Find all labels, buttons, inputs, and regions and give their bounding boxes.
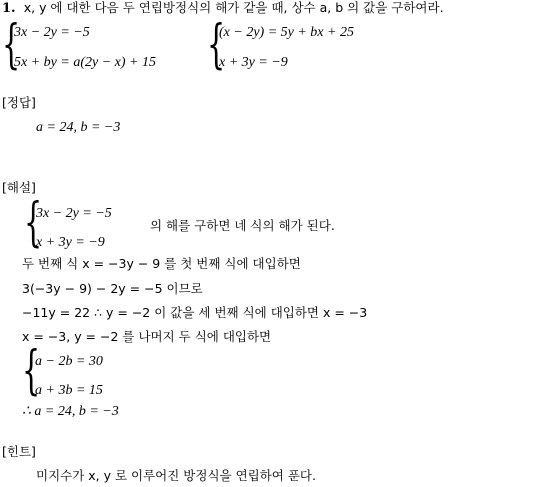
solution-conclusion: ∴ a = 24, b = −3 [22, 404, 119, 419]
solution-line-3: −11y = 22 ∴ y = −2 이 값을 세 번째 식에 대입하면 x = −3 [22, 305, 368, 320]
solution-label: [해설] [2, 180, 36, 195]
solution-line-4: x = −3, y = −2 를 나머지 두 식에 대입하면 [22, 329, 272, 344]
hint-label: [힌트] [2, 444, 36, 459]
left-brace-1: { [2, 15, 21, 75]
system2-eq1: (x − 2y) = 5y + bx + 25 [219, 25, 354, 40]
answer-text: a = 24, b = −3 [36, 120, 121, 135]
left-brace-2: { [207, 15, 226, 75]
solution-system3-eq2: a + 3b = 15 [35, 383, 103, 398]
hint-text: 미지수가 x, y 로 이루어진 방정식을 연립하여 푼다. [36, 468, 316, 483]
answer-label: [정답] [2, 95, 36, 110]
problem-number: 1. [2, 1, 16, 16]
left-brace-4: { [22, 341, 41, 401]
solution-system-eq2: x + 3y = −9 [36, 235, 105, 250]
problem-statement: x, y 에 대한 다음 두 연립방정식의 해가 같을 때, 상수 a, b 의 값을 구하여라. [23, 0, 444, 15]
system1-eq2: 5x + by = a(2y − x) + 15 [14, 55, 156, 70]
system2-eq2: x + 3y = −9 [219, 55, 288, 70]
solution-system-eq1: 3x − 2y = −5 [36, 206, 112, 221]
problem-header [2, 2, 444, 15]
solution-line-2: 3(−3y − 9) − 2y = −5 이므로 [22, 281, 203, 296]
left-brace-3: { [24, 193, 43, 253]
solution-line-1: 두 번째 식 x = −3y − 9 를 첫 번째 식에 대입하면 [22, 256, 301, 271]
solution-system-note: 의 해를 구하면 네 식의 해가 된다. [150, 218, 335, 233]
system1-eq1: 3x − 2y = −5 [14, 25, 90, 40]
solution-system3-eq1: a − 2b = 30 [35, 354, 103, 369]
